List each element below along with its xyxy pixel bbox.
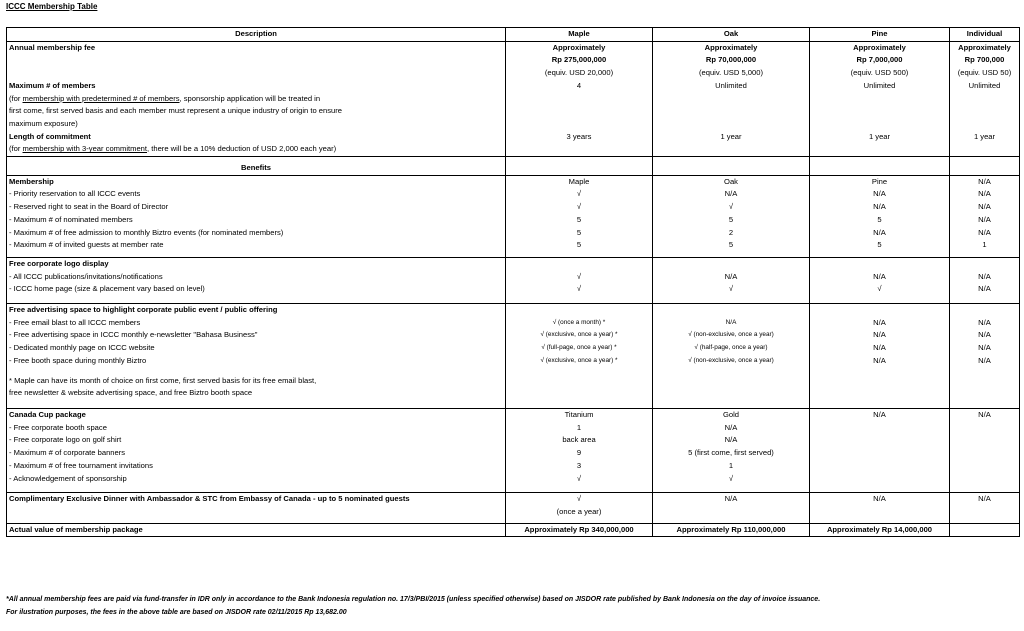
fee-label: Annual membership fee <box>7 41 506 54</box>
fee-maple-rp: Rp 275,000,000 <box>506 54 653 67</box>
benefits-header-row <box>7 162 1020 175</box>
fee-maple-usd: (equiv. USD 20,000) <box>506 67 653 80</box>
membership-table: Description Maple Oak Pine Individual Annual membership fee Approximately Approximately Approximately Approximately Rp 275,000,000 Rp 70,000,000 Rp 7,000,000 Rp 700,000 (equiv. USD 20,000) (equiv. USD 5,000) (equiv. USD 500) (equiv. USD 50) Maximum # of members 4 Unlimited Unlimited Unlimited (for membership with predetermined # of members, sponsorship application will be treated in first come, first served basis and each member must represent a unique industry of origin to ensure maximum exposure) Length of commitment 3 years 1 year 1 year 1 year (for membership with 3-year commitment, there will be a 10% deduction of USD 2,000 each year) Benefits Membership Maple Oak Pine N/A - Priority reservation to all ICCC events √ N/A N/A N/A - Reserved right to seat in the Board of Director √ √ N/A N/A - Maximum # of nominated members 5 5 5 N/A - Maximum # of free admission to monthly Biztro events (for nominated members) 5 2 N/A N/A - Maximum # of invited guests at member rate 5 5 5 1 Free corporate logo display - All ICCC publications/invitations/notifications √ N/A N/A N/A - ICCC home page (size & placement vary based on level) √ √ √ N/A Free advertising space to highlight corporate public event / public offering - Free email blast to all ICCC members √ (once a month) * N/A N/A N/A - Free advertising space in ICCC monthly e-newsletter "Bahasa Business" √ (exclusive, once a year) * √ (non-exclusive, once a year) N/A N/A - Dedicated monthly page on ICCC website √ (full-page, once a year) * √ (half-page, once a year) N/A N/A - Free booth space during monthly Biztro √ (exclusive, once a year) * √ (non-exclusive, once a year) N/A N/A * Maple can have its month of choice on first come, first served basis for its free email blast, free newsletter & website advertising space, and free Biztro booth space Canada Cup package Titanium Gold N/A N/A - Free corporate booth space 1 N/A - Free corporate logo on golf shirt back area N/A - Maximum # of corporate banners 9 5 (first come, first served) - Maximum # of free tournament invitations 3 1 - Acknowledgement of sponsorship √ √ Complimentary Exclusive Dinner with Ambassador & STC from Embassy of Canada - up to 5 nominated guests √ N/A N/A N/A (once a year) Actual value of membership package Approximately Rp 340,000,000 Approximately Rp 110,000,000 Approximately Rp 14,000,000 <box>6 27 1020 537</box>
fee-oak-usd: (equiv. USD 5,000) <box>653 67 810 80</box>
table-row: - Maximum # of invited guests at member rate 5 5 5 1 <box>7 239 1020 252</box>
col-header-oak: Oak <box>653 28 810 42</box>
table-row: - Maximum # of free admission to monthly Biztro events (for nominated members) 5 2 N/A N/A <box>7 227 1020 240</box>
footnote-fees: *All annual membership fees are paid via fund-transfer in IDR only in accordance to the Bank Indonesia regulation no. 17/3/PBI/2015 (unless specified otherwise) based on JISDOR rate published by Bank Indonesia on the day of invoice issuance. <box>6 596 821 603</box>
col-header-individual: Individual <box>950 28 1020 42</box>
max-members-label: Maximum # of members <box>7 80 506 93</box>
fee-pine-rp: Rp 7,000,000 <box>810 54 950 67</box>
table-row: - Priority reservation to all ICCC events √ N/A N/A N/A <box>7 188 1020 201</box>
fee-oak-approx: Approximately <box>653 41 810 54</box>
commitment-label: Length of commitment <box>7 131 506 144</box>
table-row: - Acknowledgement of sponsorship √ √ <box>7 473 1020 486</box>
membership-section: Membership Maple Oak Pine N/A <box>7 175 1020 188</box>
table-row: - Reserved right to seat in the Board of Director √ √ N/A N/A <box>7 201 1020 214</box>
footnote-rate: For ilustration purposes, the fees in the above table are based on JISDOR rate 02/11/2015 Rp 13,682.00 <box>6 609 347 616</box>
fee-maple-approx: Approximately <box>506 41 653 54</box>
fee-pine-approx: Approximately <box>810 41 950 54</box>
page-title: ICCC Membership Table <box>6 2 98 11</box>
table-row: - Free email blast to all ICCC members √ (once a month) * N/A N/A N/A <box>7 317 1020 330</box>
max-members-note: (for membership with predetermined # of members, sponsorship application will be treated in <box>7 93 506 106</box>
advertising-note: * Maple can have its month of choice on first come, first served basis for its free email blast, <box>7 375 506 388</box>
dinner-section: Complimentary Exclusive Dinner with Ambassador & STC from Embassy of Canada - up to 5 nominated guests √ N/A N/A N/A <box>7 493 1020 506</box>
canada-cup-section: Canada Cup package Titanium Gold N/A N/A <box>7 408 1020 421</box>
benefits-header: Benefits <box>7 162 506 175</box>
table-row: - Free advertising space in ICCC monthly e-newsletter "Bahasa Business" √ (exclusive, once a year) * √ (non-exclusive, once a year) N/A N/A <box>7 329 1020 342</box>
advertising-section: Free advertising space to highlight corporate public event / public offering <box>7 304 1020 317</box>
commitment-note: (for membership with 3-year commitment, there will be a 10% deduction of USD 2,000 each year) <box>7 143 506 156</box>
fee-individual-usd: (equiv. USD 50) <box>950 67 1020 80</box>
col-header-description: Description <box>7 28 506 42</box>
table-header-row <box>7 28 1020 42</box>
table-row: - Dedicated monthly page on ICCC website √ (full-page, once a year) * √ (half-page, once a year) N/A N/A <box>7 342 1020 355</box>
commitment-row: Length of commitment 3 years 1 year 1 year 1 year <box>7 131 1020 144</box>
fee-pine-usd: (equiv. USD 500) <box>810 67 950 80</box>
table-row: - ICCC home page (size & placement vary based on level) √ √ √ N/A <box>7 283 1020 296</box>
table-row: - Maximum # of nominated members 5 5 5 N/A <box>7 214 1020 227</box>
col-header-maple: Maple <box>506 28 653 42</box>
fee-row <box>7 41 1020 54</box>
table-row: - Maximum # of corporate banners 9 5 (first come, first served) <box>7 447 1020 460</box>
max-members-row: Maximum # of members 4 Unlimited Unlimited Unlimited <box>7 80 1020 93</box>
actual-value-label: Actual value of membership package <box>7 523 506 537</box>
table-row: - Free booth space during monthly Biztro √ (exclusive, once a year) * √ (non-exclusive, once a year) N/A N/A <box>7 355 1020 368</box>
actual-value-row: Actual value of membership package Approximately Rp 340,000,000 Approximately Rp 110,000,000 Approximately Rp 14,000,000 <box>7 523 1020 537</box>
col-header-pine: Pine <box>810 28 950 42</box>
table-row: - Free corporate booth space 1 N/A <box>7 422 1020 435</box>
fee-individual-approx: Approximately <box>950 41 1020 54</box>
fee-individual-rp: Rp 700,000 <box>950 54 1020 67</box>
logo-section: Free corporate logo display <box>7 257 1020 270</box>
fee-oak-rp: Rp 70,000,000 <box>653 54 810 67</box>
table-row: - All ICCC publications/invitations/notifications √ N/A N/A N/A <box>7 271 1020 284</box>
table-row: - Free corporate logo on golf shirt back area N/A <box>7 434 1020 447</box>
table-row: - Maximum # of free tournament invitations 3 1 <box>7 460 1020 473</box>
